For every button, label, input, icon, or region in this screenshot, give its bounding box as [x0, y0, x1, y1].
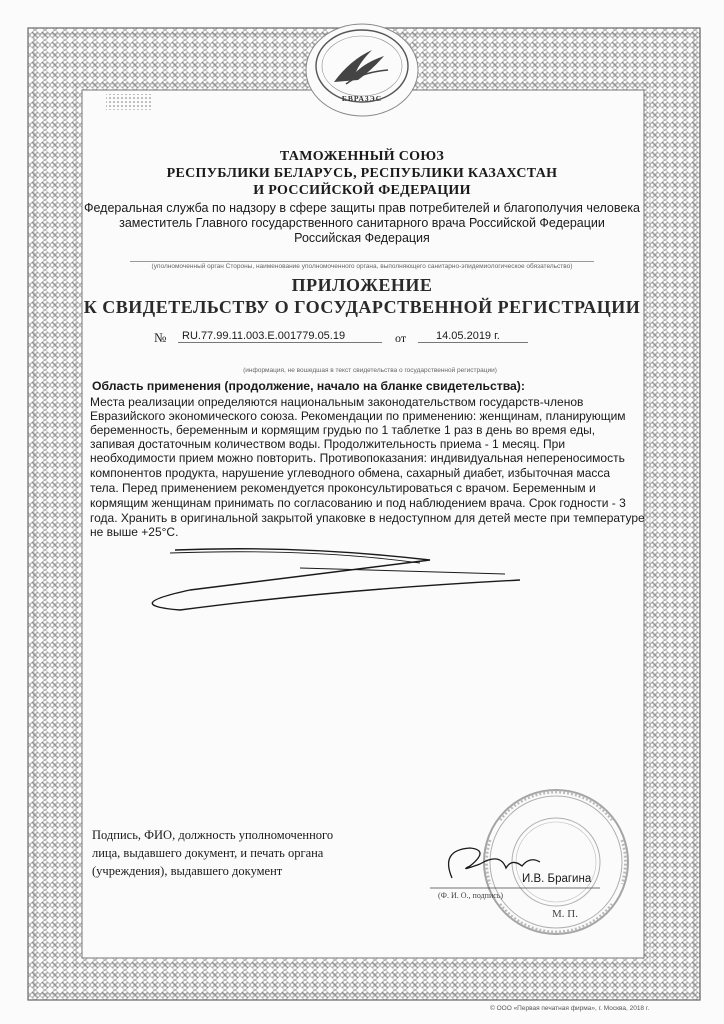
- document-title: ПРИЛОЖЕНИЕ: [291, 275, 433, 295]
- signature-label-3: (учреждения), выдавшего документ: [92, 864, 283, 878]
- signature-label-1: Подпись, ФИО, должность уполномоченного: [92, 828, 334, 842]
- date-label: от: [395, 331, 407, 345]
- body-heading: Область применения (продолжение, начало на бланке свидетельства):: [92, 379, 525, 393]
- document-subtitle: К СВИДЕТЕЛЬСТВУ О ГОСУДАРСТВЕННОЙ РЕГИСТРАЦИИ: [83, 297, 641, 317]
- header-union: ТАМОЖЕННЫЙ СОЮЗ: [279, 149, 445, 164]
- body-line: беременность, беременным и кормящим грудью по 1 таблетке 1 раз в день во время еды,: [90, 423, 596, 437]
- body-line: кормящим женщинам принимать по согласованию и под наблюдением врача. Срок годности - 3: [90, 496, 626, 510]
- fio-caption: (Ф. И. О., подпись): [438, 891, 504, 900]
- body-line: не выше +25°С.: [90, 525, 179, 539]
- authority-line-2: заместитель Главного государственного санитарного врача Российской Федерации: [119, 216, 605, 230]
- authority-caption: (уполномоченный орган Стороны, наименование уполномоченного органа, выполняющего санитарно-эпидемиологическое обязательство): [130, 261, 594, 270]
- emblem-caption: ЕВРАЗЭС: [341, 94, 383, 103]
- body-line: запивая достаточным количеством воды. Продолжительность приема - 1 месяц. При: [90, 437, 566, 451]
- body-line: тела. Перед применением рекомендуется проконсультироваться с врачом. Беременным и: [90, 481, 596, 495]
- seal-place-label: М. П.: [552, 908, 578, 920]
- serial-block: [106, 94, 152, 110]
- body-line: года. Хранить в оригинальной закрытой упаковке в недоступном для детей месте при температуре: [90, 511, 645, 525]
- body-line: Евразийского экономического союза. Рекомендации по применению: женщинам, планирующим: [90, 409, 626, 423]
- signer-name: И.В. Брагина: [522, 873, 592, 885]
- body-line: компонентов продукта, нарушение углеводного обмена, сахарный диабет, избыточная масса: [90, 466, 611, 480]
- header-republics: РЕСПУБЛИКИ БЕЛАРУСЬ, РЕСПУБЛИКИ КАЗАХСТАН: [166, 166, 558, 181]
- body-line: Места реализации определяются национальным законодательством государств-членов: [90, 395, 584, 409]
- registration-number: RU.77.99.11.003.Е.001779.05.19: [178, 330, 382, 343]
- registration-caption: (информация, не вошедшая в текст свидетельства о государственной регистрации): [243, 367, 497, 374]
- body-line: необходимости прием можно повторить. Противопоказания: индивидуальная непереносимость: [90, 451, 625, 465]
- header-federation: И РОССИЙСКОЙ ФЕДЕРАЦИИ: [253, 183, 471, 198]
- signature-label-2: лица, выдавшего документ, и печать органа: [92, 846, 324, 860]
- number-label: №: [154, 330, 167, 345]
- registration-date: 14.05.2019 г.: [418, 330, 528, 343]
- printer-imprint: © ООО «Первая печатная фирма», г. Москва, 2018 г.: [490, 1005, 650, 1012]
- authority-line-3: Российская Федерация: [294, 231, 430, 245]
- authority-line-1: Федеральная служба по надзору в сфере защиты прав потребителей и благополучия человека: [83, 201, 641, 215]
